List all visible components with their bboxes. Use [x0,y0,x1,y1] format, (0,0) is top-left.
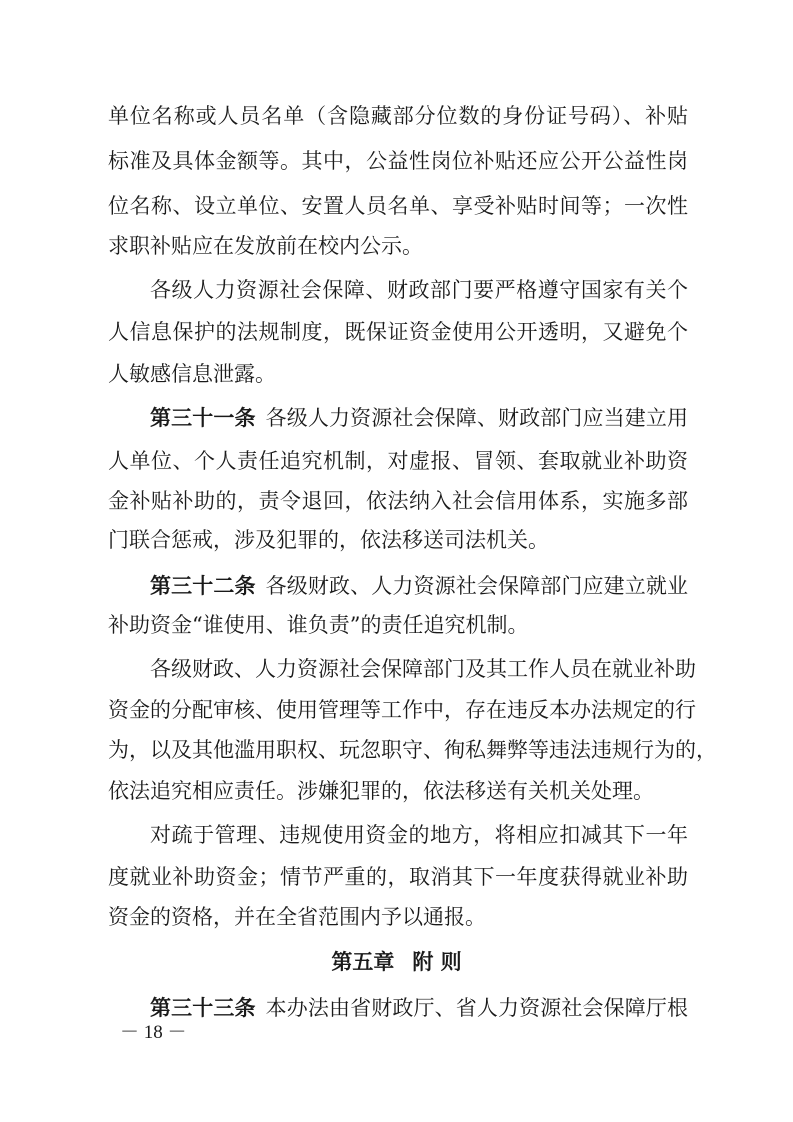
article-text: 各级人力资源社会保障、财政部门应当建立用 [265,406,688,430]
text-line: 求职补贴应在发放前在校内公示。 [108,234,423,258]
text-line: 为，以及其他滥用职权、玩忽职守、徇私舞弊等违法违规行为的， [108,738,717,762]
text-line: 金补贴补助的，责令退回，依法纳入社会信用体系，实施多部 [108,489,688,513]
article-31-first-line [150,398,688,438]
text-line: 位名称、设立单位、安置人员名单、享受补贴时间等；一次性 [108,194,688,218]
text-line: 门联合惩戒，涉及犯罪的，依法移送司法机关。 [108,528,549,552]
chapter-title: 附 则 [412,950,462,974]
chapter-heading [0,942,793,982]
text-line: 对疏于管理、违规使用资金的地方，将相应扣减其下一年 [150,823,688,847]
article-heading: 第三十二条 [150,574,256,598]
article-heading: 第三十一条 [150,406,256,430]
text-line: 人信息保护的法规制度，既保证资金使用公开透明，又避免个 [108,320,688,344]
article-33-first-line [150,988,688,1028]
text-line: 依法追究相应责任。涉嫌犯罪的，依法移送有关机关处理。 [108,779,654,803]
text-line: 人单位、个人责任追究机制，对虚报、冒领、套取就业补助资 [108,449,688,473]
text-line: 标准及具体金额等。其中，公益性岗位补贴还应公开公益性岗 [108,149,688,173]
text-line: 资金的资格，并在全省范围内予以通报。 [108,905,486,929]
text-line: 补助资金“谁使用、谁负责”的责任追究机制。 [108,613,529,637]
text-line: 人敏感信息泄露。 [108,362,276,386]
article-heading: 第三十三条 [150,996,256,1020]
chapter-number: 第五章 [331,950,395,974]
article-32-first-line [150,566,688,606]
text-line: 各级人力资源社会保障、财政部门要严格遵守国家有关个 [150,278,688,302]
page-number: － 18 － [120,1022,187,1043]
text-line: 资金的分配审核、使用管理等工作中，存在违反本办法规定的行 [108,698,696,722]
text-line: 度就业补助资金；情节严重的，取消其下一年度获得就业补助 [108,865,688,889]
article-text: 各级财政、人力资源社会保障部门应建立就业 [265,574,688,598]
text-line: 单位名称或人员名单（含隐藏部分位数的身份证号码）、补贴 [108,104,688,128]
text-line: 各级财政、人力资源社会保障部门及其工作人员在就业补助 [150,657,696,681]
article-text: 本办法由省财政厅、省人力资源社会保障厅根 [265,996,688,1020]
